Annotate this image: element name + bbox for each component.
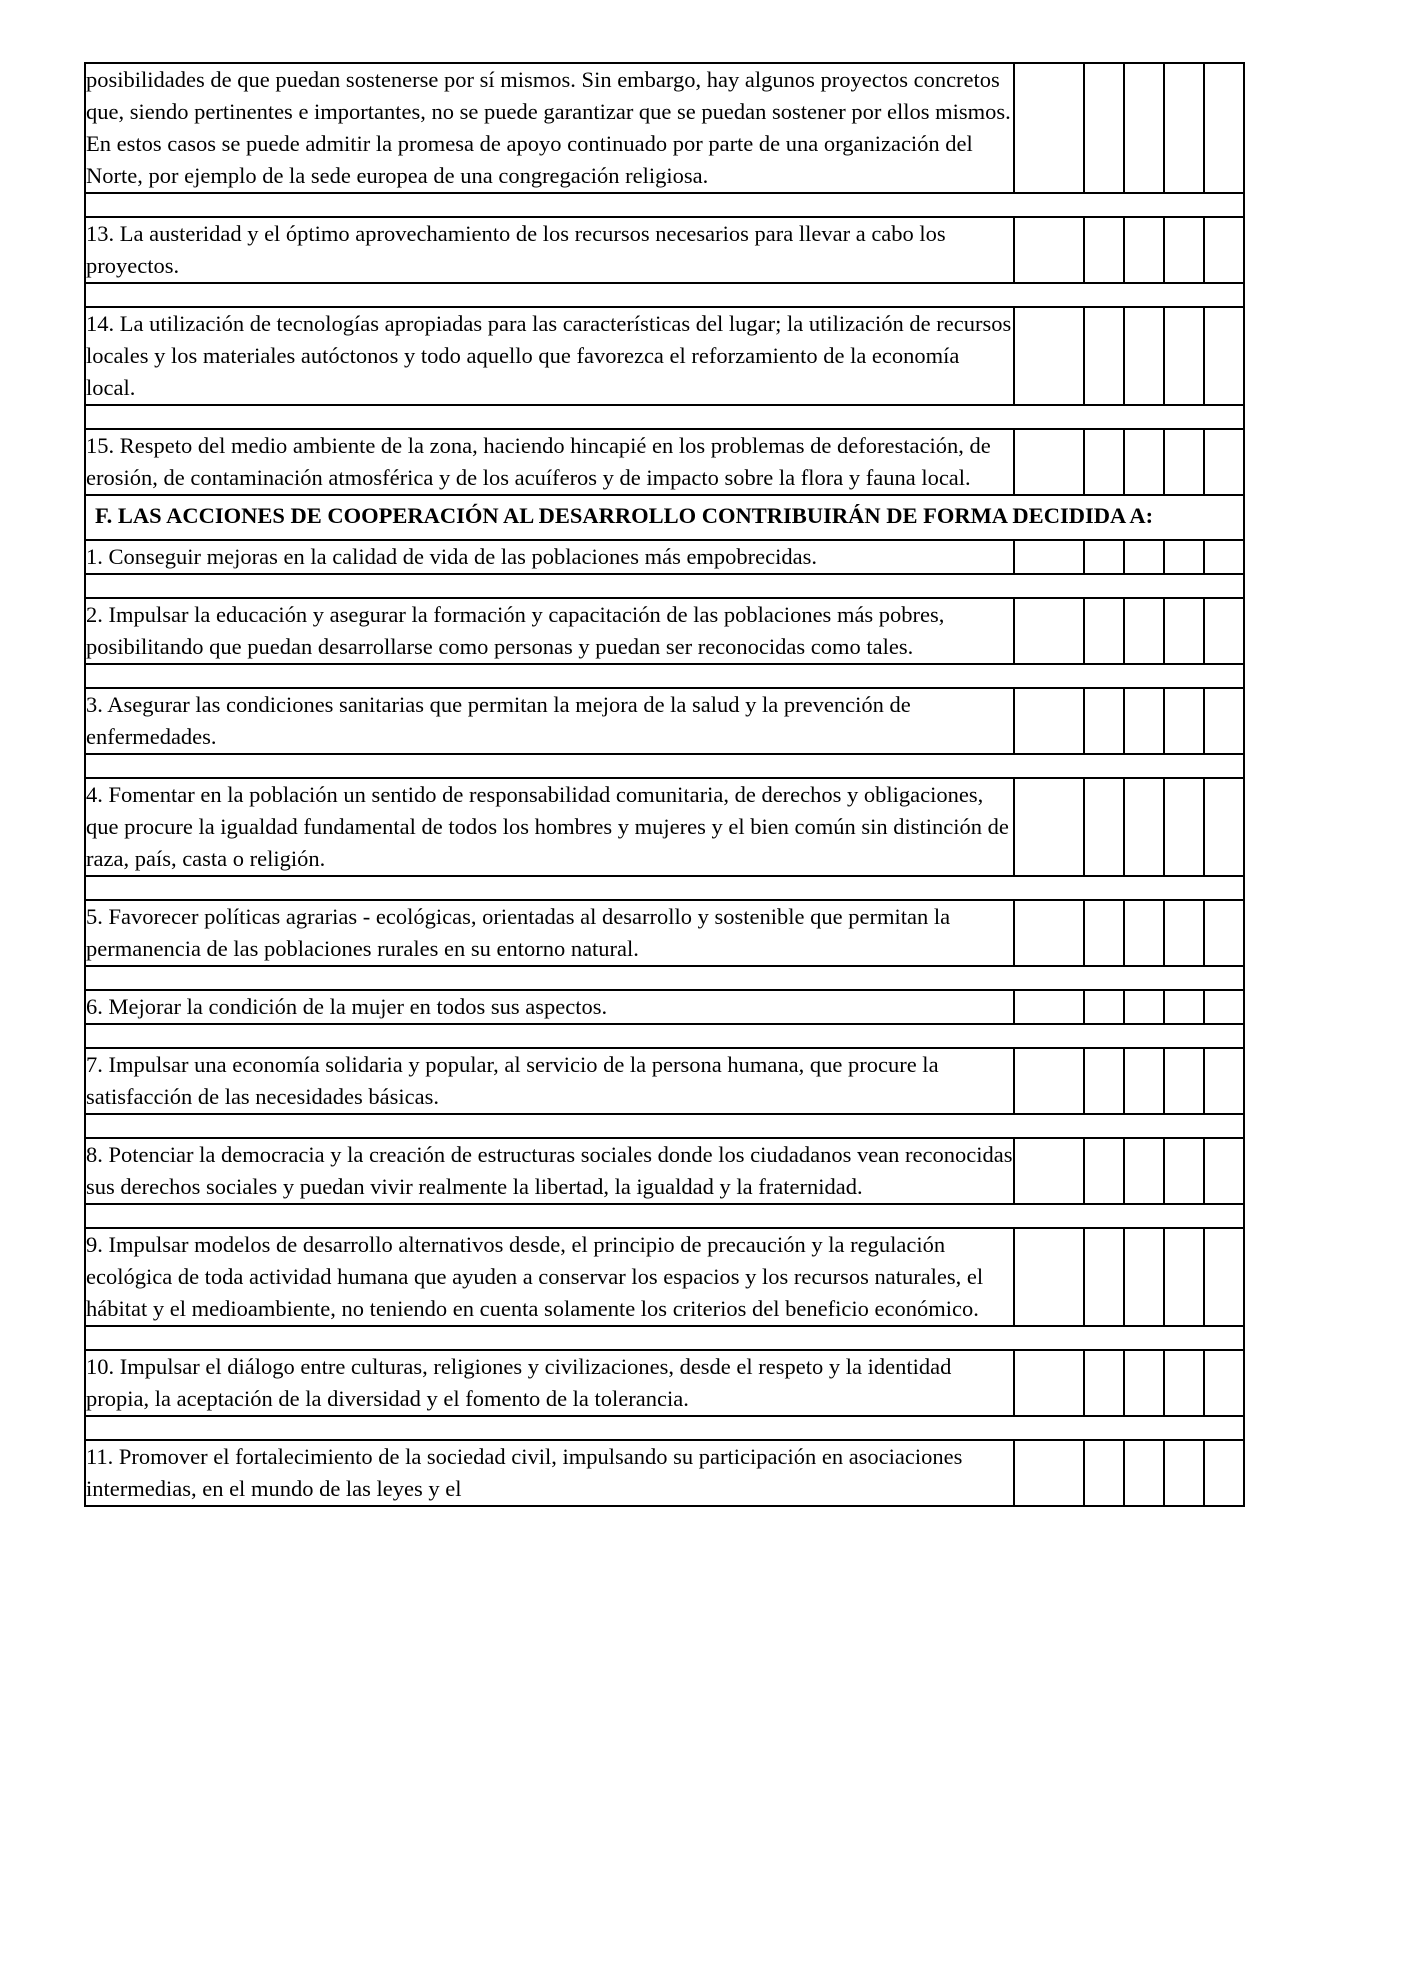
rating-checkbox-cell-3[interactable] xyxy=(1124,307,1164,405)
rating-checkbox-cell-5[interactable] xyxy=(1204,1350,1244,1416)
rating-checkbox-cell-1[interactable] xyxy=(1014,598,1084,664)
table-spacer-row xyxy=(85,664,1244,688)
spacer-cell xyxy=(85,966,1244,990)
rating-checkbox-cell-4[interactable] xyxy=(1164,1228,1204,1326)
table-spacer-row xyxy=(85,1326,1244,1350)
questionnaire-sheet xyxy=(84,62,1243,1507)
rating-checkbox-cell-4[interactable] xyxy=(1164,688,1204,754)
rating-checkbox-cell-5[interactable] xyxy=(1204,307,1244,405)
rating-checkbox-cell-4[interactable] xyxy=(1164,429,1204,495)
spacer-cell xyxy=(85,754,1244,778)
rating-checkbox-cell-5[interactable] xyxy=(1204,990,1244,1024)
table-row xyxy=(85,1350,1244,1416)
question-text-cell: 6. Mejorar la condición de la mujer en todos sus aspectos. xyxy=(85,990,1014,1024)
table-spacer-row xyxy=(85,1204,1244,1228)
table-row xyxy=(85,990,1244,1024)
question-text-cell: 8. Potenciar la democracia y la creación de estructuras sociales donde los ciudadanos vean reconocidas sus derechos sociales y puedan vivir realmente la libertad, la igualdad y la fraternidad. xyxy=(85,1138,1014,1204)
spacer-cell xyxy=(85,574,1244,598)
table-row xyxy=(85,429,1244,495)
rating-checkbox-cell-4[interactable] xyxy=(1164,778,1204,876)
rating-checkbox-cell-5[interactable] xyxy=(1204,1228,1244,1326)
rating-checkbox-cell-3[interactable] xyxy=(1124,1228,1164,1326)
question-text-cell: 1. Conseguir mejoras en la calidad de vida de las poblaciones más empobrecidas. xyxy=(85,540,1014,574)
rating-checkbox-cell-1[interactable] xyxy=(1014,1350,1084,1416)
rating-checkbox-cell-4[interactable] xyxy=(1164,1138,1204,1204)
table-row xyxy=(85,778,1244,876)
rating-checkbox-cell-5[interactable] xyxy=(1204,900,1244,966)
rating-checkbox-cell-5[interactable] xyxy=(1204,1048,1244,1114)
rating-checkbox-cell-2[interactable] xyxy=(1084,63,1124,193)
rating-checkbox-cell-5[interactable] xyxy=(1204,1440,1244,1506)
rating-checkbox-cell-5[interactable] xyxy=(1204,540,1244,574)
spacer-cell xyxy=(85,193,1244,217)
table-row xyxy=(85,598,1244,664)
rating-checkbox-cell-4[interactable] xyxy=(1164,1440,1204,1506)
rating-checkbox-cell-4[interactable] xyxy=(1164,900,1204,966)
rating-checkbox-cell-3[interactable] xyxy=(1124,540,1164,574)
spacer-cell xyxy=(85,1204,1244,1228)
table-row xyxy=(85,307,1244,405)
question-text-cell: 15. Respeto del medio ambiente de la zona, haciendo hincapié en los problemas de deforestación, de erosión, de contaminación atmosférica y de los acuíferos y de impacto sobre la flora y fauna local. xyxy=(85,429,1014,495)
spacer-cell xyxy=(85,1114,1244,1138)
rating-checkbox-cell-4[interactable] xyxy=(1164,1048,1204,1114)
table-row xyxy=(85,217,1244,283)
question-text-cell: 11. Promover el fortalecimiento de la sociedad civil, impulsando su participación en asociaciones intermedias, en el mundo de las leyes y el xyxy=(85,1440,1014,1506)
rating-checkbox-cell-1[interactable] xyxy=(1014,217,1084,283)
rating-checkbox-cell-1[interactable] xyxy=(1014,307,1084,405)
table-row xyxy=(85,1228,1244,1326)
rating-checkbox-cell-2[interactable] xyxy=(1084,217,1124,283)
rating-checkbox-cell-1[interactable] xyxy=(1014,1138,1084,1204)
table-spacer-row xyxy=(85,966,1244,990)
rating-checkbox-cell-1[interactable] xyxy=(1014,778,1084,876)
rating-checkbox-cell-3[interactable] xyxy=(1124,1138,1164,1204)
rating-checkbox-cell-5[interactable] xyxy=(1204,429,1244,495)
table-row xyxy=(85,63,1244,193)
section-header-text: F. LAS ACCIONES DE COOPERACIÓN AL DESARROLLO CONTRIBUIRÁN DE FORMA DECIDIDA A: xyxy=(85,495,1244,540)
rating-checkbox-cell-1[interactable] xyxy=(1014,900,1084,966)
table-row xyxy=(85,900,1244,966)
questionnaire-table-body xyxy=(85,63,1244,1506)
table-spacer-row xyxy=(85,405,1244,429)
rating-checkbox-cell-2[interactable] xyxy=(1084,900,1124,966)
rating-checkbox-cell-1[interactable] xyxy=(1014,1228,1084,1326)
rating-checkbox-cell-1[interactable] xyxy=(1014,1440,1084,1506)
spacer-cell xyxy=(85,283,1244,307)
rating-checkbox-cell-2[interactable] xyxy=(1084,429,1124,495)
rating-checkbox-cell-5[interactable] xyxy=(1204,63,1244,193)
questionnaire-table xyxy=(84,62,1245,1507)
question-text-cell: 9. Impulsar modelos de desarrollo alternativos desde, el principio de precaución y la regulación ecológica de toda actividad humana que ayuden a conservar los espacios y los recursos naturales, el hábitat y el medioambiente, no teniendo en cuenta solamente los criterios del beneficio económico. xyxy=(85,1228,1014,1326)
rating-checkbox-cell-4[interactable] xyxy=(1164,217,1204,283)
rating-checkbox-cell-2[interactable] xyxy=(1084,1440,1124,1506)
table-spacer-row xyxy=(85,193,1244,217)
table-spacer-row xyxy=(85,574,1244,598)
rating-checkbox-cell-2[interactable] xyxy=(1084,1048,1124,1114)
rating-checkbox-cell-4[interactable] xyxy=(1164,598,1204,664)
table-row xyxy=(85,540,1244,574)
table-spacer-row xyxy=(85,876,1244,900)
question-text-cell: 10. Impulsar el diálogo entre culturas, religiones y civilizaciones, desde el respeto y la identidad propia, la aceptación de la diversidad y el fomento de la tolerancia. xyxy=(85,1350,1014,1416)
question-text-cell: 13. La austeridad y el óptimo aprovechamiento de los recursos necesarios para llevar a cabo los proyectos. xyxy=(85,217,1014,283)
rating-checkbox-cell-3[interactable] xyxy=(1124,990,1164,1024)
table-spacer-row xyxy=(85,1024,1244,1048)
spacer-cell xyxy=(85,1326,1244,1350)
spacer-cell xyxy=(85,1416,1244,1440)
rating-checkbox-cell-1[interactable] xyxy=(1014,990,1084,1024)
rating-checkbox-cell-2[interactable] xyxy=(1084,990,1124,1024)
question-text-cell: 2. Impulsar la educación y asegurar la formación y capacitación de las poblaciones más pobres, posibilitando que puedan desarrollarse como personas y puedan ser reconocidas como tales. xyxy=(85,598,1014,664)
rating-checkbox-cell-1[interactable] xyxy=(1014,1048,1084,1114)
rating-checkbox-cell-3[interactable] xyxy=(1124,1048,1164,1114)
rating-checkbox-cell-3[interactable] xyxy=(1124,429,1164,495)
question-text-cell: 14. La utilización de tecnologías apropiadas para las características del lugar; la utilización de recursos locales y los materiales autóctonos y todo aquello que favorezca el reforzamiento de la economía local. xyxy=(85,307,1014,405)
spacer-cell xyxy=(85,405,1244,429)
rating-checkbox-cell-2[interactable] xyxy=(1084,1350,1124,1416)
rating-checkbox-cell-3[interactable] xyxy=(1124,778,1164,876)
rating-checkbox-cell-2[interactable] xyxy=(1084,598,1124,664)
table-row xyxy=(85,1048,1244,1114)
rating-checkbox-cell-5[interactable] xyxy=(1204,778,1244,876)
rating-checkbox-cell-2[interactable] xyxy=(1084,1228,1124,1326)
rating-checkbox-cell-3[interactable] xyxy=(1124,1350,1164,1416)
table-row xyxy=(85,688,1244,754)
rating-checkbox-cell-2[interactable] xyxy=(1084,688,1124,754)
question-text-cell: 5. Favorecer políticas agrarias - ecológicas, orientadas al desarrollo y sostenible que permitan la permanencia de las poblaciones rurales en su entorno natural. xyxy=(85,900,1014,966)
rating-checkbox-cell-5[interactable] xyxy=(1204,217,1244,283)
question-text-cell: 3. Asegurar las condiciones sanitarias que permitan la mejora de la salud y la prevención de enfermedades. xyxy=(85,688,1014,754)
rating-checkbox-cell-3[interactable] xyxy=(1124,217,1164,283)
rating-checkbox-cell-1[interactable] xyxy=(1014,540,1084,574)
rating-checkbox-cell-1[interactable] xyxy=(1014,688,1084,754)
rating-checkbox-cell-4[interactable] xyxy=(1164,990,1204,1024)
rating-checkbox-cell-5[interactable] xyxy=(1204,688,1244,754)
rating-checkbox-cell-5[interactable] xyxy=(1204,1138,1244,1204)
rating-checkbox-cell-3[interactable] xyxy=(1124,1440,1164,1506)
table-spacer-row xyxy=(85,1114,1244,1138)
table-row xyxy=(85,1138,1244,1204)
table-spacer-row xyxy=(85,1416,1244,1440)
rating-checkbox-cell-3[interactable] xyxy=(1124,900,1164,966)
spacer-cell xyxy=(85,1024,1244,1048)
rating-checkbox-cell-4[interactable] xyxy=(1164,63,1204,193)
table-spacer-row xyxy=(85,283,1244,307)
rating-checkbox-cell-1[interactable] xyxy=(1014,429,1084,495)
rating-checkbox-cell-2[interactable] xyxy=(1084,307,1124,405)
question-text-cell: 7. Impulsar una economía solidaria y popular, al servicio de la persona humana, que procure la satisfacción de las necesidades básicas. xyxy=(85,1048,1014,1114)
table-spacer-row xyxy=(85,754,1244,778)
rating-checkbox-cell-3[interactable] xyxy=(1124,63,1164,193)
rating-checkbox-cell-3[interactable] xyxy=(1124,688,1164,754)
rating-checkbox-cell-2[interactable] xyxy=(1084,778,1124,876)
rating-checkbox-cell-4[interactable] xyxy=(1164,540,1204,574)
question-text-cell: 4. Fomentar en la población un sentido de responsabilidad comunitaria, de derechos y obligaciones, que procure la igualdad fundamental de todos los hombres y mujeres y el bien común sin distinción de raza, país, casta o religión. xyxy=(85,778,1014,876)
spacer-cell xyxy=(85,664,1244,688)
rating-checkbox-cell-3[interactable] xyxy=(1124,598,1164,664)
rating-checkbox-cell-2[interactable] xyxy=(1084,540,1124,574)
question-text-cell: posibilidades de que puedan sostenerse por sí mismos. Sin embargo, hay algunos proyectos concretos que, siendo pertinentes e importantes, no se puede garantizar que se puedan sostener por ellos mismos. En estos casos se puede admitir la promesa de apoyo continuado por parte de una organización del Norte, por ejemplo de la sede europea de una congregación religiosa. xyxy=(85,63,1014,193)
rating-checkbox-cell-1[interactable] xyxy=(1014,63,1084,193)
table-row xyxy=(85,1440,1244,1506)
spacer-cell xyxy=(85,876,1244,900)
rating-checkbox-cell-5[interactable] xyxy=(1204,598,1244,664)
rating-checkbox-cell-4[interactable] xyxy=(1164,307,1204,405)
section-header-row xyxy=(85,495,1244,540)
rating-checkbox-cell-4[interactable] xyxy=(1164,1350,1204,1416)
rating-checkbox-cell-2[interactable] xyxy=(1084,1138,1124,1204)
